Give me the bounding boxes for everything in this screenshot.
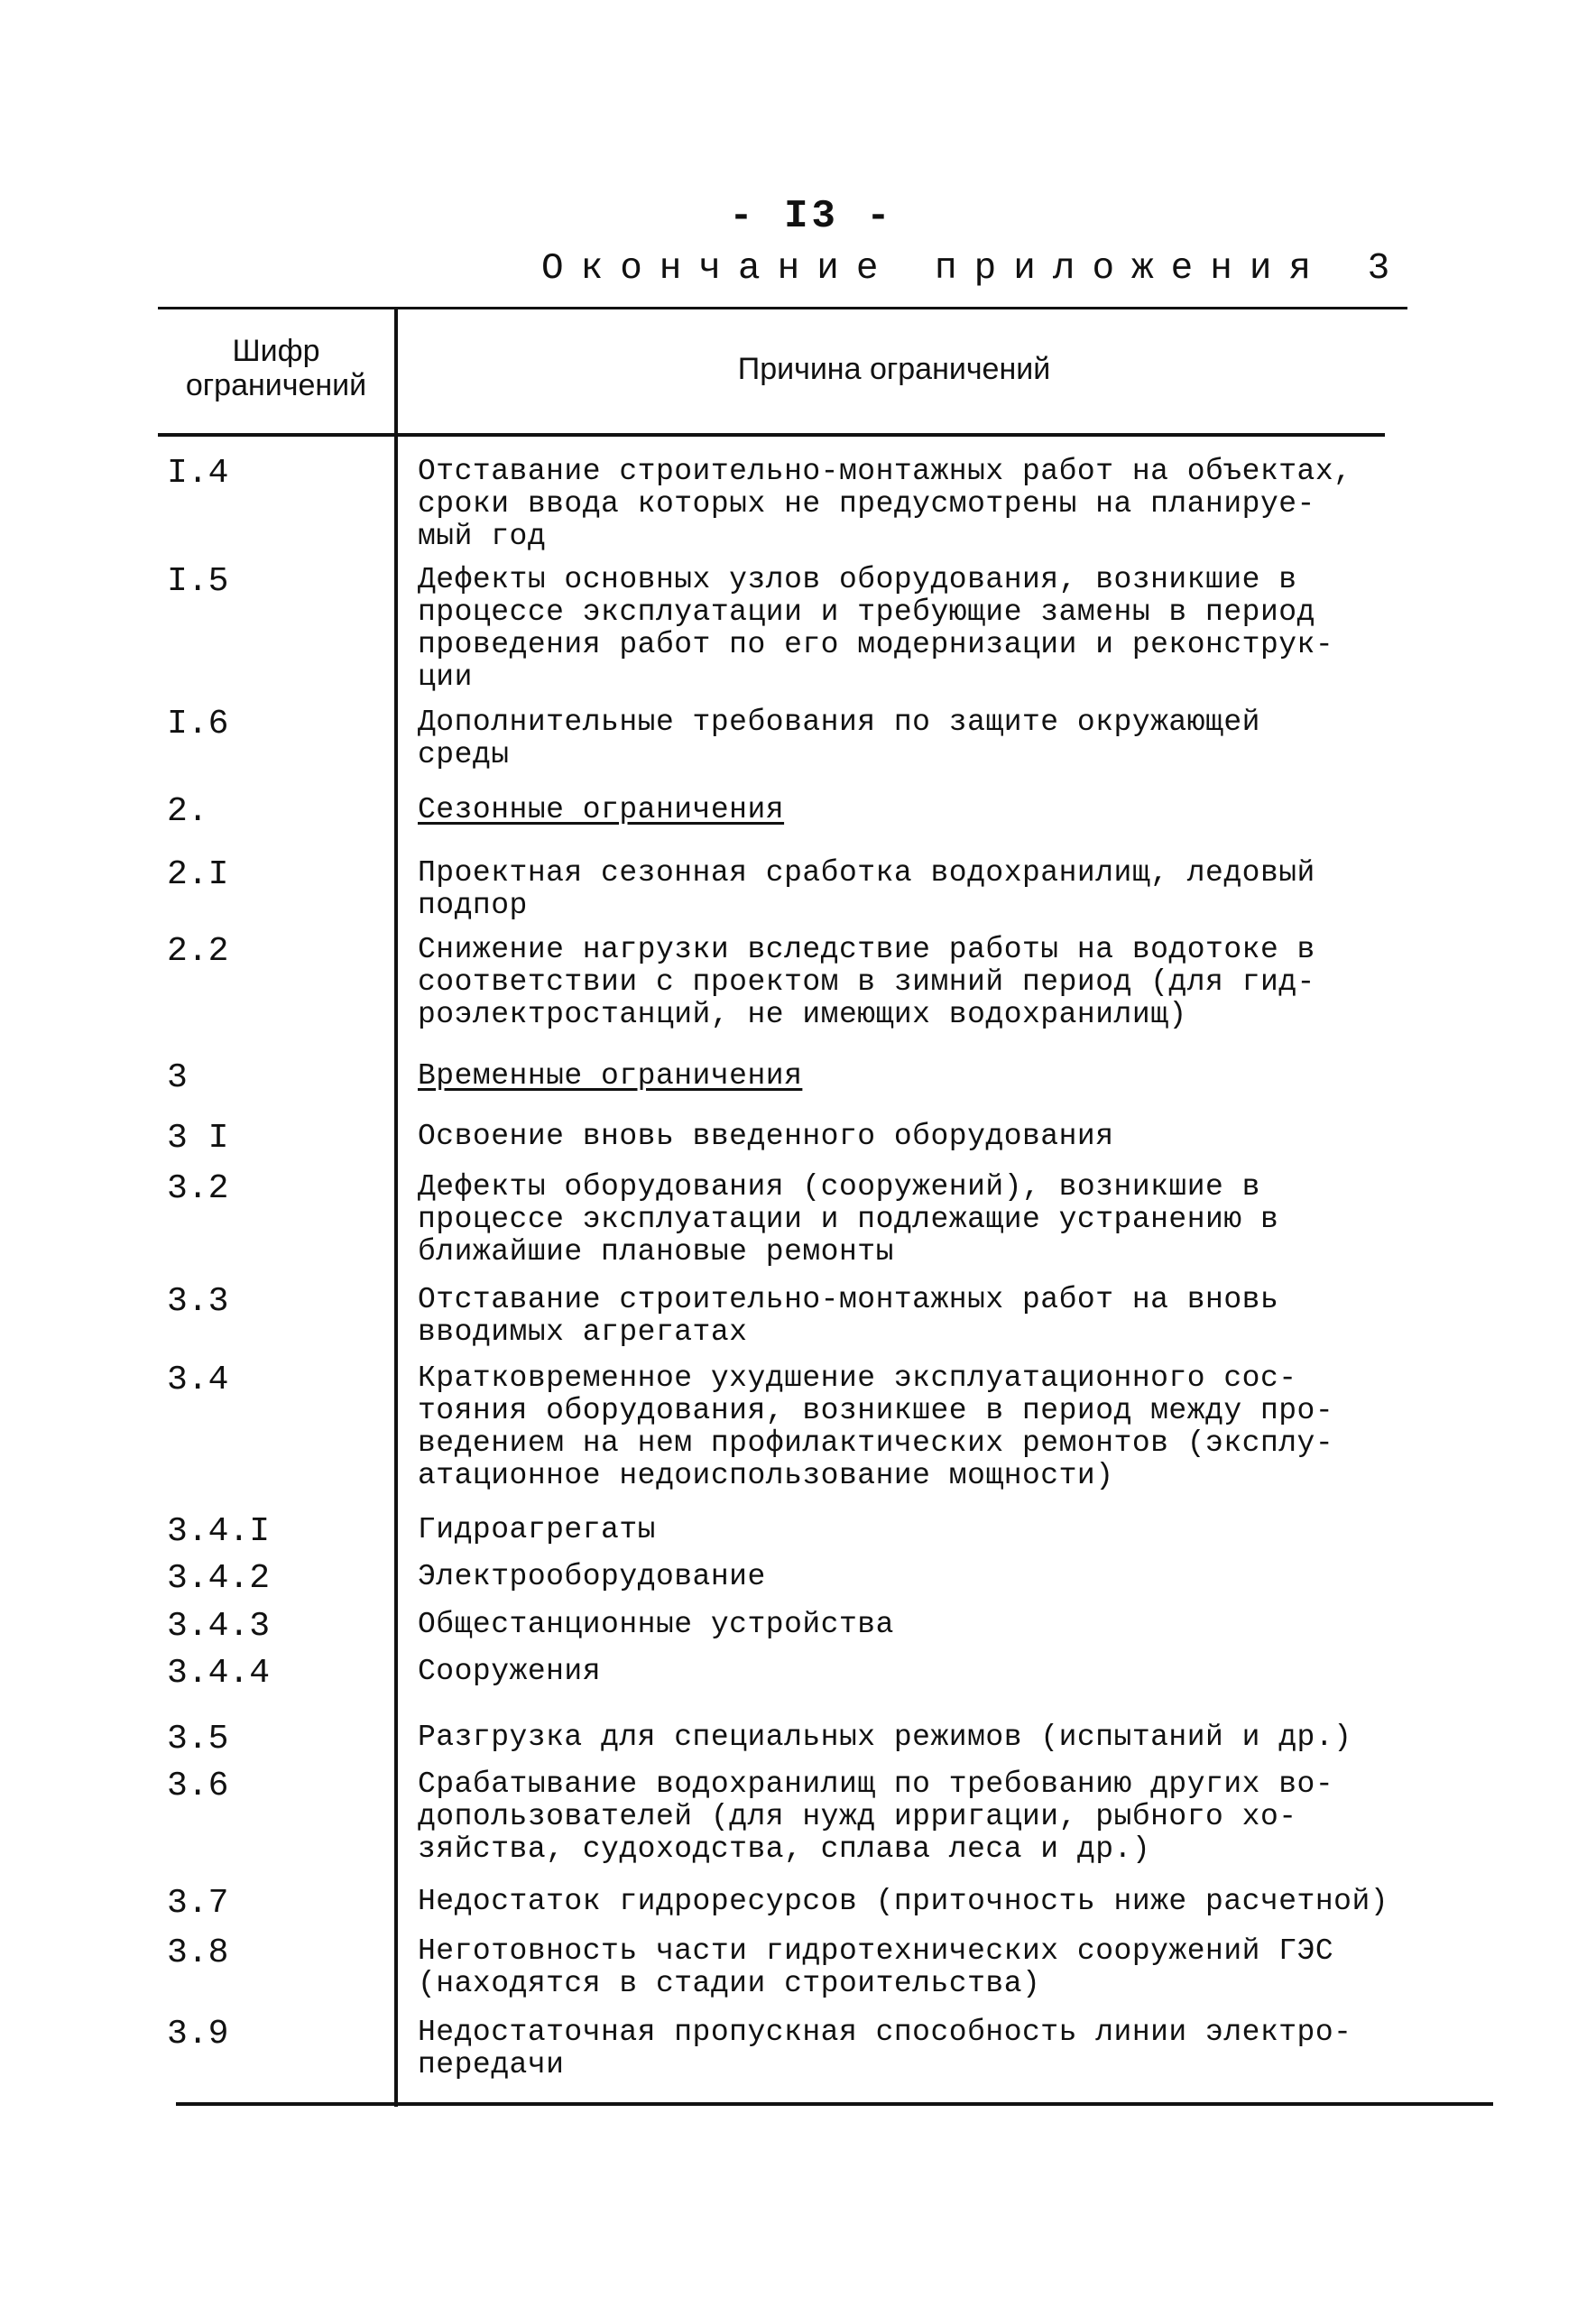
row-text: Дефекты основных узлов оборудования, возникшие в процессе эксплуатации и требующие замены в период проведения работ по его модернизации и реконструк- ции (418, 563, 1334, 694)
row-text: Дефекты оборудования (сооружений), возникшие в процессе эксплуатации и подлежащие устранению в ближайшие плановые ремонты (418, 1170, 1279, 1269)
row-code: I.4 (167, 454, 229, 493)
row-code: I.6 (167, 705, 229, 743)
row-code: 3.3 (167, 1282, 229, 1321)
row-text: Кратковременное ухудшение эксплуатационного сос- тояния оборудования, возникшее в период между про- ведением на нем профилактических ремонтов (эксплу- атационное недоиспользование мощности) (418, 1361, 1334, 1492)
row-code: 2.2 (167, 932, 229, 971)
row-text: Недостаток гидроресурсов (приточность ниже расчетной) (418, 1885, 1389, 1918)
row-code: 3.4.2 (167, 1559, 271, 1598)
row-code: 3.4.I (167, 1512, 271, 1551)
row-text: Неготовность части гидротехнических сооружений ГЭС (находятся в стадии строительства) (418, 1934, 1334, 2000)
row-text: Отставание строительно-монтажных работ на объектах, сроки ввода которых не предусмотрены на планируе- мый год (418, 455, 1352, 553)
row-text: Снижение нагрузки вследствие работы на водотоке в соответствии с проектом в зимний период (для гид- роэлектростанций, не имеющих водохранилищ) (418, 933, 1315, 1031)
row-code: 3 (167, 1058, 188, 1097)
row-code: 3.7 (167, 1884, 229, 1923)
row-text: Дополнительные требования по защите окружающей среды (418, 706, 1260, 771)
row-code: 3.6 (167, 1767, 229, 1805)
row-code: 3.2 (167, 1169, 229, 1208)
table-header-rule (158, 433, 1385, 437)
appendix-title: Окончание приложения 3 (541, 248, 1407, 290)
row-text: Срабатывание водохранилищ по требованию других во- допользователей (для нужд ирригации, рыбного хо- зяйства, судоходства, сплава леса и др.) (418, 1767, 1334, 1866)
row-code: 3.4.3 (167, 1607, 271, 1646)
row-code: I.5 (167, 562, 229, 601)
table-top-rule (158, 307, 1407, 309)
table-bottom-rule (176, 2102, 1493, 2106)
row-text: Гидроагрегаты (418, 1513, 656, 1546)
row-text: Сооружения (418, 1655, 602, 1688)
row-text: Освоение вновь введенного оборудования (418, 1120, 1114, 1153)
page-number: - I3 - (729, 194, 894, 239)
column-header-reason: Причина ограничений (737, 352, 1051, 386)
row-code: 3.5 (167, 1720, 229, 1758)
section-heading: Временные ограничения (418, 1059, 803, 1093)
row-text: Недостаточная пропускная способность линии электро- передачи (418, 2016, 1352, 2081)
row-code: 3.8 (167, 1933, 229, 1972)
column-header-code: Шифр ограничений (185, 334, 367, 402)
row-code: 3 I (167, 1119, 229, 1158)
restrictions-table (158, 307, 1493, 2120)
section-heading: Сезонные ограничения (418, 793, 785, 826)
row-code: 3.4 (167, 1361, 229, 1399)
row-text: Разгрузка для специальных режимов (испытаний и др.) (418, 1721, 1352, 1754)
row-code: 3.4.4 (167, 1654, 271, 1693)
row-code: 2.I (167, 855, 229, 894)
row-code: 2. (167, 792, 208, 831)
row-code: 3.9 (167, 2015, 229, 2053)
row-text: Отставание строительно-монтажных работ на вновь вводимых агрегатах (418, 1283, 1279, 1349)
table-column-divider (394, 307, 398, 2107)
row-text: Электрооборудование (418, 1560, 766, 1593)
row-text: Общестанционные устройства (418, 1608, 894, 1641)
row-text: Проектная сезонная сработка водохранилищ, ледовый подпор (418, 856, 1315, 922)
